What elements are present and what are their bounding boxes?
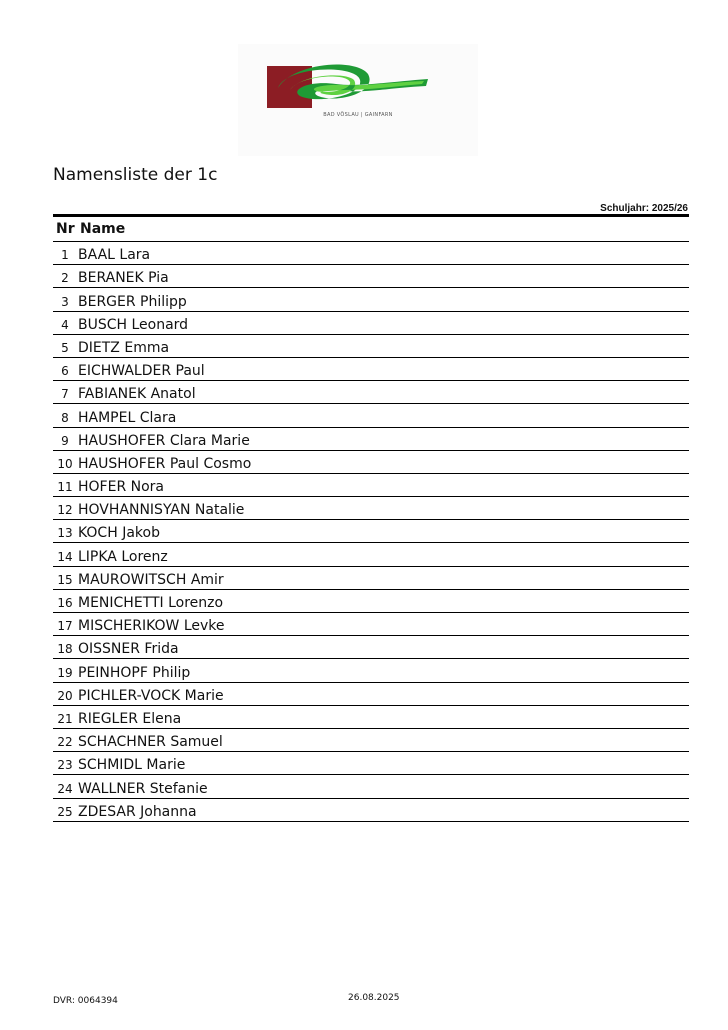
student-name: HAUSHOFER Clara Marie	[78, 432, 250, 449]
table-row	[53, 288, 689, 311]
row-number: 6	[61, 364, 69, 379]
table-row	[53, 613, 689, 636]
row-number: 14	[57, 549, 73, 564]
student-name: RIEGLER Elena	[78, 710, 182, 727]
student-name: BERANEK Pia	[78, 270, 169, 287]
row-number: 9	[61, 433, 69, 448]
row-number: 5	[61, 340, 69, 355]
table-header	[53, 214, 689, 242]
document-title: Namensliste der 1c	[53, 165, 218, 185]
student-name: WALLNER Stefanie	[78, 780, 208, 797]
student-name: BAAL Lara	[78, 247, 151, 264]
row-number: 10	[57, 456, 73, 471]
row-number: 17	[57, 619, 73, 634]
row-number: 1	[61, 248, 69, 263]
student-name: PICHLER-VOCK Marie	[78, 687, 224, 704]
student-name: LIPKA Lorenz	[78, 548, 168, 565]
table-row	[53, 543, 689, 566]
student-name: FABIANEK Anatol	[78, 386, 196, 403]
table-row	[53, 729, 689, 752]
table-row	[53, 636, 689, 659]
table-row	[53, 590, 689, 613]
row-number: 15	[57, 572, 73, 587]
row-number: 23	[57, 758, 73, 773]
school-logo	[238, 44, 478, 156]
row-number: 21	[57, 711, 73, 726]
column-header-nr: Nr	[56, 221, 75, 237]
table-row	[53, 404, 689, 427]
table-row	[53, 683, 689, 706]
row-number: 3	[61, 294, 69, 309]
table-row	[53, 335, 689, 358]
student-name: EICHWALDER Paul	[78, 363, 205, 380]
student-name: HAUSHOFER Paul Cosmo	[78, 455, 252, 472]
table-row	[53, 428, 689, 451]
student-name: BERGER Philipp	[78, 293, 187, 310]
name-list-table	[53, 214, 689, 822]
row-number: 22	[57, 735, 73, 750]
student-name: KOCH Jakob	[78, 525, 160, 542]
row-number: 24	[57, 781, 73, 796]
table-row	[53, 752, 689, 775]
table-row	[53, 497, 689, 520]
table-row	[53, 381, 689, 404]
student-name: BUSCH Leonard	[78, 316, 189, 333]
student-name: OISSNER Frida	[78, 641, 179, 658]
student-name: DIETZ Emma	[78, 339, 170, 356]
row-number: 25	[57, 804, 73, 819]
student-name: HAMPEL Clara	[78, 409, 177, 426]
table-row	[53, 451, 689, 474]
row-number: 8	[61, 410, 69, 425]
table-body	[53, 242, 689, 822]
row-number: 19	[57, 665, 73, 680]
student-name: HOFER Nora	[78, 479, 164, 496]
table-row	[53, 312, 689, 335]
student-name: PEINHOPF Philip	[78, 664, 191, 681]
row-number: 12	[57, 503, 73, 518]
row-number: 4	[61, 317, 69, 332]
table-row	[53, 775, 689, 798]
footer-date: 26.08.2025	[348, 993, 400, 1003]
table-row	[53, 706, 689, 729]
student-name: SCHMIDL Marie	[78, 757, 186, 774]
table-row	[53, 520, 689, 543]
student-name: HOVHANNISYAN Natalie	[78, 502, 245, 519]
row-number: 16	[57, 596, 73, 610]
table-row	[53, 567, 689, 590]
logo-caption: BAD VÖSLAU | GAINFARN	[323, 112, 393, 118]
row-number: 2	[61, 271, 69, 286]
footer-dvr: DVR: 0064394	[53, 996, 118, 1006]
row-number: 13	[57, 526, 73, 541]
student-name: ZDESAR Johanna	[78, 803, 197, 820]
student-name: MAUROWITSCH Amir	[78, 571, 224, 588]
row-number: 7	[61, 387, 69, 402]
table-row	[53, 474, 689, 497]
student-name: MENICHETTI Lorenzo	[78, 595, 224, 611]
student-name: MISCHERIKOW Levke	[78, 618, 225, 635]
table-row	[53, 242, 689, 265]
table-row	[53, 358, 689, 381]
table-row	[53, 265, 689, 288]
column-header-name: Name	[80, 221, 126, 237]
row-number: 18	[57, 642, 73, 657]
table-row	[53, 799, 689, 822]
row-number: 20	[57, 688, 73, 703]
row-number: 11	[57, 480, 73, 495]
student-name: SCHACHNER Samuel	[78, 734, 223, 751]
table-row	[53, 659, 689, 682]
school-year-label: Schuljahr: 2025/26	[600, 203, 688, 214]
